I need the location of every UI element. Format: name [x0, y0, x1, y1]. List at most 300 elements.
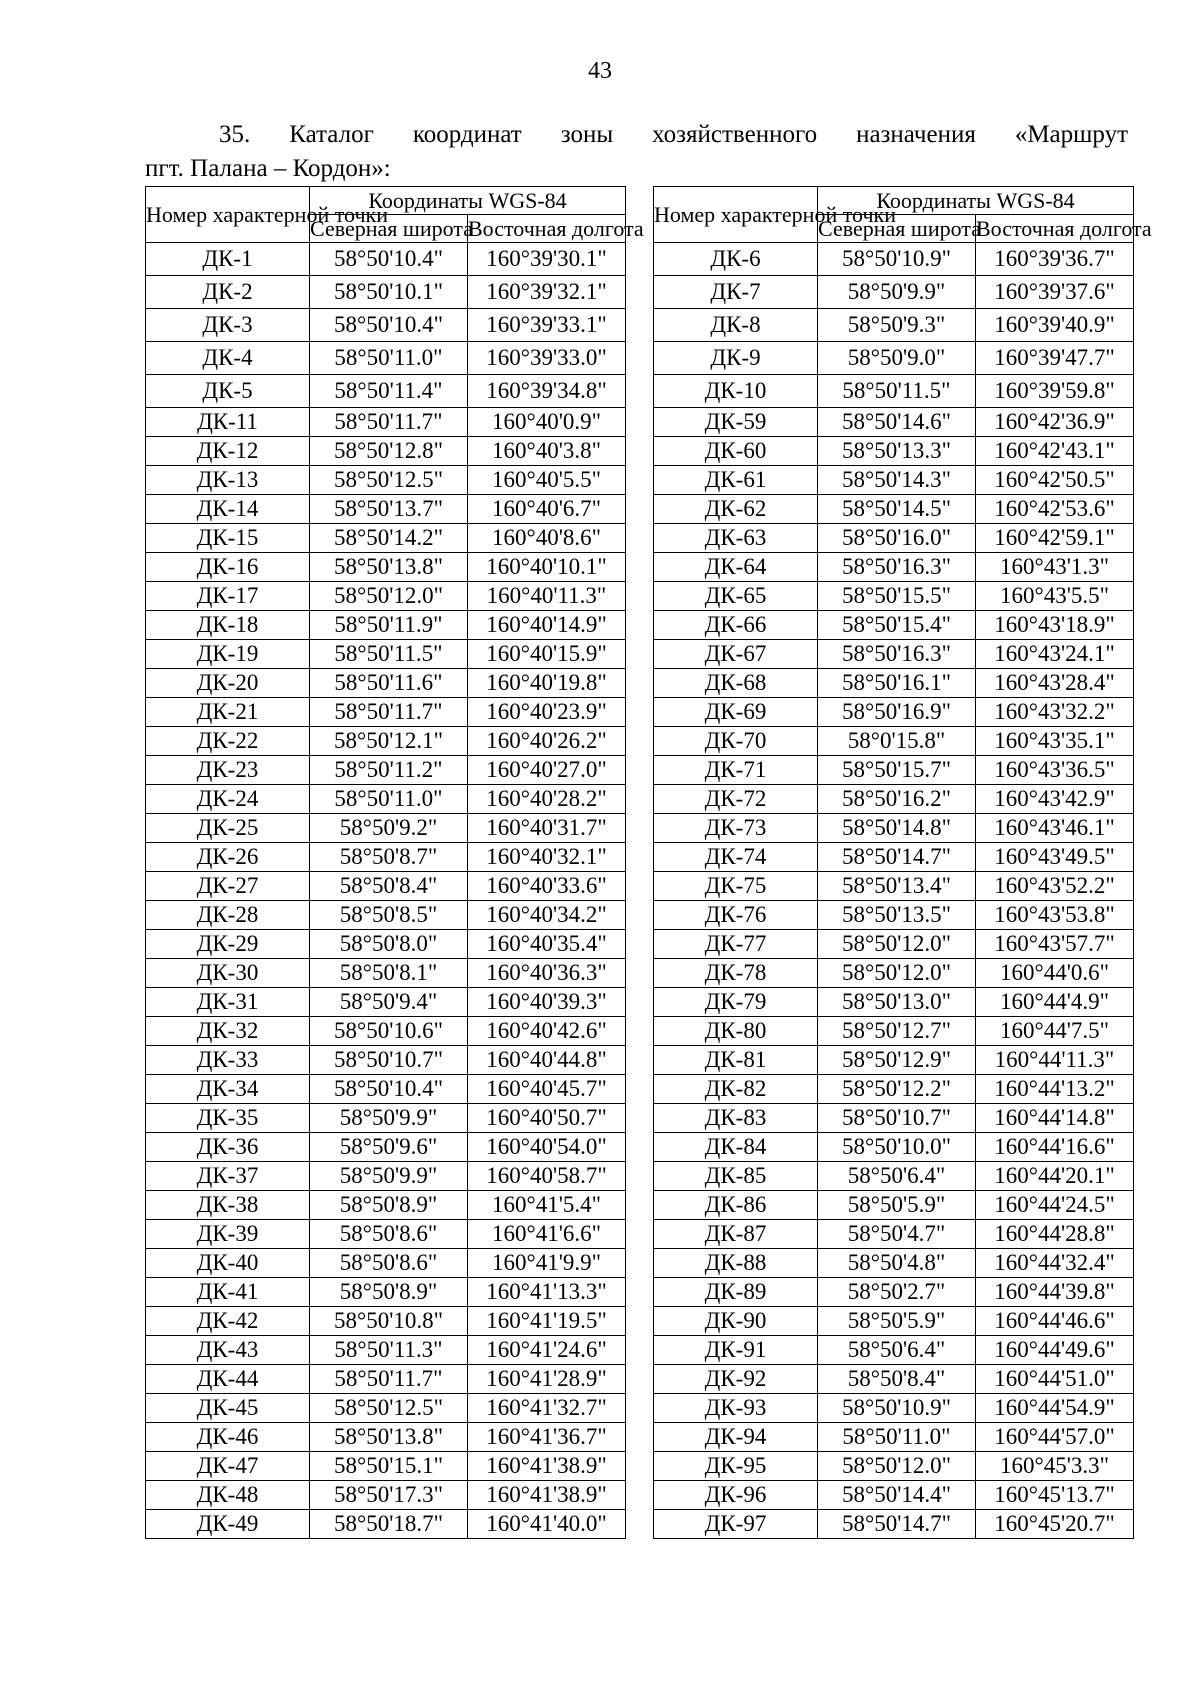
point-number-cell: ДК-42	[146, 1307, 310, 1336]
latitude-cell: 58°50'11.0"	[310, 342, 468, 375]
latitude-cell: 58°50'11.7"	[310, 408, 468, 437]
latitude-cell: 58°50'10.4"	[310, 1075, 468, 1104]
point-number-cell: ДК-72	[654, 785, 818, 814]
latitude-cell: 58°50'5.9"	[818, 1191, 976, 1220]
longitude-cell: 160°40'44.8"	[468, 1046, 626, 1075]
longitude-cell: 160°40'5.5"	[468, 466, 626, 495]
longitude-cell: 160°44'39.8"	[976, 1278, 1134, 1307]
latitude-cell: 58°50'14.3"	[818, 466, 976, 495]
longitude-cell: 160°39'36.7"	[976, 243, 1134, 276]
table-row	[146, 814, 626, 843]
latitude-cell: 58°50'9.3"	[818, 309, 976, 342]
point-number-cell: ДК-16	[146, 553, 310, 582]
latitude-cell: 58°50'15.1"	[310, 1452, 468, 1481]
table-row	[146, 901, 626, 930]
table-row	[654, 466, 1134, 495]
latitude-cell: 58°50'11.9"	[310, 611, 468, 640]
longitude-cell: 160°41'38.9"	[468, 1481, 626, 1510]
latitude-cell: 58°50'8.4"	[310, 872, 468, 901]
point-number-cell: ДК-64	[654, 553, 818, 582]
point-number-cell: ДК-33	[146, 1046, 310, 1075]
table-row	[146, 1046, 626, 1075]
table-row	[146, 1510, 626, 1539]
table-row	[654, 785, 1134, 814]
latitude-cell: 58°50'10.8"	[310, 1307, 468, 1336]
table-row	[146, 785, 626, 814]
latitude-cell: 58°50'11.6"	[310, 669, 468, 698]
latitude-cell: 58°50'4.8"	[818, 1249, 976, 1278]
table-row	[146, 276, 626, 309]
latitude-cell: 58°50'8.4"	[818, 1365, 976, 1394]
latitude-cell: 58°50'16.1"	[818, 669, 976, 698]
latitude-cell: 58°50'2.7"	[818, 1278, 976, 1307]
longitude-cell: 160°44'0.6"	[976, 959, 1134, 988]
longitude-cell: 160°43'28.4"	[976, 669, 1134, 698]
latitude-cell: 58°50'13.7"	[310, 495, 468, 524]
point-number-cell: ДК-36	[146, 1133, 310, 1162]
point-number-cell: ДК-34	[146, 1075, 310, 1104]
longitude-cell: 160°43'42.9"	[976, 785, 1134, 814]
longitude-cell: 160°44'7.5"	[976, 1017, 1134, 1046]
longitude-cell: 160°39'40.9"	[976, 309, 1134, 342]
longitude-cell: 160°40'3.8"	[468, 437, 626, 466]
table-row	[654, 1075, 1134, 1104]
header-point-number: Номер характерной точки	[146, 187, 310, 243]
table-row	[146, 437, 626, 466]
point-number-cell: ДК-37	[146, 1162, 310, 1191]
table-row	[146, 872, 626, 901]
point-number-cell: ДК-4	[146, 342, 310, 375]
longitude-cell: 160°42'59.1"	[976, 524, 1134, 553]
longitude-cell: 160°39'47.7"	[976, 342, 1134, 375]
longitude-cell: 160°40'58.7"	[468, 1162, 626, 1191]
longitude-cell: 160°42'36.9"	[976, 408, 1134, 437]
longitude-cell: 160°44'13.2"	[976, 1075, 1134, 1104]
table-row	[654, 495, 1134, 524]
latitude-cell: 58°50'16.0"	[818, 524, 976, 553]
coordinates-table-left	[145, 186, 644, 1539]
longitude-cell: 160°41'38.9"	[468, 1452, 626, 1481]
header-latitude: Северная широта	[310, 216, 473, 241]
point-number-cell: ДК-86	[654, 1191, 818, 1220]
longitude-cell: 160°41'24.6"	[468, 1336, 626, 1365]
latitude-cell: 58°50'14.5"	[818, 495, 976, 524]
latitude-cell: 58°50'12.2"	[818, 1075, 976, 1104]
point-number-cell: ДК-25	[146, 814, 310, 843]
latitude-cell: 58°50'12.0"	[818, 959, 976, 988]
point-number-cell: ДК-46	[146, 1423, 310, 1452]
latitude-cell: 58°50'9.0"	[818, 342, 976, 375]
table-row	[654, 582, 1134, 611]
point-number-cell: ДК-12	[146, 437, 310, 466]
table-row	[146, 698, 626, 727]
table-row	[654, 1307, 1134, 1336]
longitude-cell: 160°40'42.6"	[468, 1017, 626, 1046]
point-number-cell: ДК-44	[146, 1365, 310, 1394]
point-number-cell: ДК-30	[146, 959, 310, 988]
table-row	[146, 1278, 626, 1307]
longitude-cell: 160°42'43.1"	[976, 437, 1134, 466]
longitude-cell: 160°45'3.3"	[976, 1452, 1134, 1481]
latitude-cell: 58°50'14.7"	[818, 1510, 976, 1539]
table-row	[654, 1278, 1134, 1307]
longitude-cell: 160°41'28.9"	[468, 1365, 626, 1394]
latitude-cell: 58°50'13.3"	[818, 437, 976, 466]
latitude-cell: 58°50'13.8"	[310, 1423, 468, 1452]
point-number-cell: ДК-88	[654, 1249, 818, 1278]
header-longitude: Восточная долгота	[976, 216, 1152, 241]
latitude-cell: 58°50'10.9"	[818, 243, 976, 276]
longitude-cell: 160°40'26.2"	[468, 727, 626, 756]
latitude-cell: 58°50'12.5"	[310, 1394, 468, 1423]
longitude-cell: 160°44'46.6"	[976, 1307, 1134, 1336]
point-number-cell: ДК-90	[654, 1307, 818, 1336]
longitude-cell: 160°39'59.8"	[976, 375, 1134, 408]
point-number-cell: ДК-23	[146, 756, 310, 785]
latitude-cell: 58°50'14.7"	[818, 843, 976, 872]
longitude-cell: 160°40'11.3"	[468, 582, 626, 611]
latitude-cell: 58°50'4.7"	[818, 1220, 976, 1249]
latitude-cell: 58°50'12.0"	[818, 1452, 976, 1481]
point-number-cell: ДК-39	[146, 1220, 310, 1249]
longitude-cell: 160°40'8.6"	[468, 524, 626, 553]
table-row	[654, 872, 1134, 901]
table-row	[146, 243, 626, 276]
longitude-cell: 160°40'34.2"	[468, 901, 626, 930]
longitude-cell: 160°44'57.0"	[976, 1423, 1134, 1452]
latitude-cell: 58°50'10.4"	[310, 309, 468, 342]
point-number-cell: ДК-43	[146, 1336, 310, 1365]
longitude-cell: 160°40'27.0"	[468, 756, 626, 785]
table-row	[146, 1365, 626, 1394]
point-number-cell: ДК-77	[654, 930, 818, 959]
latitude-cell: 58°50'16.2"	[818, 785, 976, 814]
table-row	[654, 1365, 1134, 1394]
table-row	[146, 582, 626, 611]
latitude-cell: 58°50'10.9"	[818, 1394, 976, 1423]
latitude-cell: 58°50'10.7"	[818, 1104, 976, 1133]
table-row	[654, 1046, 1134, 1075]
table-row	[146, 1249, 626, 1278]
point-number-cell: ДК-6	[654, 243, 818, 276]
page-number: 43	[588, 58, 612, 84]
point-number-cell: ДК-78	[654, 959, 818, 988]
point-number-cell: ДК-17	[146, 582, 310, 611]
latitude-cell: 58°50'11.5"	[818, 375, 976, 408]
table-row	[654, 843, 1134, 872]
point-number-cell: ДК-45	[146, 1394, 310, 1423]
table-row	[146, 309, 626, 342]
table-row	[146, 611, 626, 640]
point-number-cell: ДК-7	[654, 276, 818, 309]
longitude-cell: 160°39'33.0"	[468, 342, 626, 375]
longitude-cell: 160°44'11.3"	[976, 1046, 1134, 1075]
latitude-cell: 58°50'14.2"	[310, 524, 468, 553]
point-number-cell: ДК-74	[654, 843, 818, 872]
longitude-cell: 160°41'32.7"	[468, 1394, 626, 1423]
longitude-cell: 160°39'32.1"	[468, 276, 626, 309]
table-row	[654, 375, 1134, 408]
table-row	[146, 640, 626, 669]
longitude-cell: 160°41'40.0"	[468, 1510, 626, 1539]
point-number-cell: ДК-83	[654, 1104, 818, 1133]
longitude-cell: 160°40'32.1"	[468, 843, 626, 872]
latitude-cell: 58°50'15.7"	[818, 756, 976, 785]
latitude-cell: 58°50'12.0"	[310, 582, 468, 611]
table-row	[654, 1394, 1134, 1423]
point-number-cell: ДК-62	[654, 495, 818, 524]
table-row	[654, 1104, 1134, 1133]
latitude-cell: 58°50'11.5"	[310, 640, 468, 669]
longitude-cell: 160°40'19.8"	[468, 669, 626, 698]
point-number-cell: ДК-73	[654, 814, 818, 843]
longitude-cell: 160°43'53.8"	[976, 901, 1134, 930]
table-row	[146, 1336, 626, 1365]
section-caption-continued: пгт. Палана – Кордон»:	[145, 155, 391, 182]
longitude-cell: 160°42'50.5"	[976, 466, 1134, 495]
point-number-cell: ДК-69	[654, 698, 818, 727]
point-number-cell: ДК-68	[654, 669, 818, 698]
longitude-cell: 160°40'50.7"	[468, 1104, 626, 1133]
point-number-cell: ДК-75	[654, 872, 818, 901]
longitude-cell: 160°44'14.8"	[976, 1104, 1134, 1133]
latitude-cell: 58°50'16.3"	[818, 553, 976, 582]
latitude-cell: 58°50'14.8"	[818, 814, 976, 843]
table-row	[146, 756, 626, 785]
point-number-cell: ДК-60	[654, 437, 818, 466]
latitude-cell: 58°50'11.0"	[310, 785, 468, 814]
table-row	[146, 669, 626, 698]
table-row	[654, 1133, 1134, 1162]
longitude-cell: 160°39'33.1"	[468, 309, 626, 342]
point-number-cell: ДК-15	[146, 524, 310, 553]
longitude-cell: 160°43'32.2"	[976, 698, 1134, 727]
longitude-cell: 160°41'36.7"	[468, 1423, 626, 1452]
longitude-cell: 160°40'15.9"	[468, 640, 626, 669]
point-number-cell: ДК-40	[146, 1249, 310, 1278]
latitude-cell: 58°50'6.4"	[818, 1162, 976, 1191]
point-number-cell: ДК-61	[654, 466, 818, 495]
table-row	[146, 1307, 626, 1336]
table-row	[654, 1336, 1134, 1365]
longitude-cell: 160°39'37.6"	[976, 276, 1134, 309]
table-row	[146, 1162, 626, 1191]
latitude-cell: 58°50'10.4"	[310, 243, 468, 276]
table-row	[146, 930, 626, 959]
latitude-cell: 58°50'9.9"	[818, 276, 976, 309]
point-number-cell: ДК-47	[146, 1452, 310, 1481]
point-number-cell: ДК-9	[654, 342, 818, 375]
point-number-cell: ДК-8	[654, 309, 818, 342]
table-row	[146, 988, 626, 1017]
latitude-cell: 58°50'10.1"	[310, 276, 468, 309]
table-row	[146, 959, 626, 988]
latitude-cell: 58°50'8.7"	[310, 843, 468, 872]
table-row	[146, 1104, 626, 1133]
point-number-cell: ДК-95	[654, 1452, 818, 1481]
point-number-cell: ДК-80	[654, 1017, 818, 1046]
table-row	[654, 901, 1134, 930]
point-number-cell: ДК-29	[146, 930, 310, 959]
point-number-cell: ДК-70	[654, 727, 818, 756]
point-number-cell: ДК-76	[654, 901, 818, 930]
table-row	[654, 1249, 1134, 1278]
longitude-cell: 160°41'5.4"	[468, 1191, 626, 1220]
longitude-cell: 160°42'53.6"	[976, 495, 1134, 524]
table-row	[654, 959, 1134, 988]
point-number-cell: ДК-85	[654, 1162, 818, 1191]
point-number-cell: ДК-5	[146, 375, 310, 408]
table-row	[146, 1075, 626, 1104]
point-number-cell: ДК-1	[146, 243, 310, 276]
table-row	[146, 495, 626, 524]
header-coordinates: Координаты WGS-84	[818, 187, 1134, 215]
point-number-cell: ДК-32	[146, 1017, 310, 1046]
longitude-cell: 160°40'36.3"	[468, 959, 626, 988]
table-row	[146, 1133, 626, 1162]
latitude-cell: 58°50'13.4"	[818, 872, 976, 901]
longitude-cell: 160°40'14.9"	[468, 611, 626, 640]
longitude-cell: 160°44'32.4"	[976, 1249, 1134, 1278]
longitude-cell: 160°44'49.6"	[976, 1336, 1134, 1365]
table-row	[654, 698, 1134, 727]
latitude-cell: 58°50'8.9"	[310, 1278, 468, 1307]
latitude-cell: 58°50'16.9"	[818, 698, 976, 727]
table-row	[654, 727, 1134, 756]
latitude-cell: 58°50'9.2"	[310, 814, 468, 843]
table-row	[654, 669, 1134, 698]
longitude-cell: 160°39'30.1"	[468, 243, 626, 276]
table-row	[654, 1423, 1134, 1452]
latitude-cell: 58°50'8.0"	[310, 930, 468, 959]
latitude-cell: 58°0'15.8"	[818, 727, 976, 756]
table-row	[146, 727, 626, 756]
latitude-cell: 58°50'17.3"	[310, 1481, 468, 1510]
table-body-left	[146, 243, 626, 1539]
latitude-cell: 58°50'11.7"	[310, 1365, 468, 1394]
table-row	[146, 1191, 626, 1220]
point-number-cell: ДК-41	[146, 1278, 310, 1307]
header-latitude: Северная широта	[818, 216, 981, 241]
longitude-cell: 160°44'16.6"	[976, 1133, 1134, 1162]
point-number-cell: ДК-10	[654, 375, 818, 408]
point-number-cell: ДК-84	[654, 1133, 818, 1162]
table-row	[146, 1452, 626, 1481]
latitude-cell: 58°50'10.0"	[818, 1133, 976, 1162]
point-number-cell: ДК-94	[654, 1423, 818, 1452]
latitude-cell: 58°50'12.5"	[310, 466, 468, 495]
section-caption: 35. Каталог координат зоны хозяйственного назначения «Маршрут	[219, 121, 1128, 148]
latitude-cell: 58°50'9.4"	[310, 988, 468, 1017]
latitude-cell: 58°50'13.5"	[818, 901, 976, 930]
table-row	[654, 1162, 1134, 1191]
longitude-cell: 160°43'49.5"	[976, 843, 1134, 872]
longitude-cell: 160°40'35.4"	[468, 930, 626, 959]
point-number-cell: ДК-24	[146, 785, 310, 814]
table-row	[146, 1481, 626, 1510]
point-number-cell: ДК-3	[146, 309, 310, 342]
longitude-cell: 160°40'6.7"	[468, 495, 626, 524]
latitude-cell: 58°50'15.4"	[818, 611, 976, 640]
point-number-cell: ДК-59	[654, 408, 818, 437]
longitude-cell: 160°43'18.9"	[976, 611, 1134, 640]
latitude-cell: 58°50'12.8"	[310, 437, 468, 466]
latitude-cell: 58°50'13.0"	[818, 988, 976, 1017]
latitude-cell: 58°50'8.9"	[310, 1191, 468, 1220]
table-row	[654, 814, 1134, 843]
point-number-cell: ДК-13	[146, 466, 310, 495]
latitude-cell: 58°50'8.5"	[310, 901, 468, 930]
longitude-cell: 160°40'0.9"	[468, 408, 626, 437]
latitude-cell: 58°50'14.6"	[818, 408, 976, 437]
header-coordinates: Координаты WGS-84	[310, 187, 626, 215]
latitude-cell: 58°50'8.6"	[310, 1249, 468, 1278]
longitude-cell: 160°41'9.9"	[468, 1249, 626, 1278]
table-row	[654, 640, 1134, 669]
longitude-cell: 160°44'24.5"	[976, 1191, 1134, 1220]
point-number-cell: ДК-48	[146, 1481, 310, 1510]
latitude-cell: 58°50'11.0"	[818, 1423, 976, 1452]
longitude-cell: 160°41'6.6"	[468, 1220, 626, 1249]
latitude-cell: 58°50'12.1"	[310, 727, 468, 756]
table-row	[654, 1452, 1134, 1481]
table-row	[654, 408, 1134, 437]
table-row	[654, 243, 1134, 276]
table-row	[654, 437, 1134, 466]
point-number-cell: ДК-19	[146, 640, 310, 669]
table-row	[654, 1191, 1134, 1220]
longitude-cell: 160°44'20.1"	[976, 1162, 1134, 1191]
latitude-cell: 58°50'8.6"	[310, 1220, 468, 1249]
latitude-cell: 58°50'18.7"	[310, 1510, 468, 1539]
point-number-cell: ДК-22	[146, 727, 310, 756]
longitude-cell: 160°40'33.6"	[468, 872, 626, 901]
table-row	[146, 342, 626, 375]
table-row	[146, 1220, 626, 1249]
latitude-cell: 58°50'12.0"	[818, 930, 976, 959]
latitude-cell: 58°50'9.9"	[310, 1162, 468, 1191]
longitude-cell: 160°43'46.1"	[976, 814, 1134, 843]
table-row	[146, 553, 626, 582]
point-number-cell: ДК-71	[654, 756, 818, 785]
longitude-cell: 160°44'54.9"	[976, 1394, 1134, 1423]
table-row	[654, 524, 1134, 553]
longitude-cell: 160°40'45.7"	[468, 1075, 626, 1104]
latitude-cell: 58°50'13.8"	[310, 553, 468, 582]
point-number-cell: ДК-26	[146, 843, 310, 872]
longitude-cell: 160°44'28.8"	[976, 1220, 1134, 1249]
longitude-cell: 160°43'52.2"	[976, 872, 1134, 901]
point-number-cell: ДК-21	[146, 698, 310, 727]
table-row	[654, 1017, 1134, 1046]
point-number-cell: ДК-92	[654, 1365, 818, 1394]
longitude-cell: 160°39'34.8"	[468, 375, 626, 408]
header-point-number: Номер характерной точки	[654, 187, 818, 243]
point-number-cell: ДК-93	[654, 1394, 818, 1423]
table-row	[146, 1017, 626, 1046]
latitude-cell: 58°50'5.9"	[818, 1307, 976, 1336]
point-number-cell: ДК-49	[146, 1510, 310, 1539]
table-row	[146, 1423, 626, 1452]
longitude-cell: 160°45'20.7"	[976, 1510, 1134, 1539]
longitude-cell: 160°40'39.3"	[468, 988, 626, 1017]
table-row	[654, 756, 1134, 785]
longitude-cell: 160°43'24.1"	[976, 640, 1134, 669]
point-number-cell: ДК-20	[146, 669, 310, 698]
table-row	[146, 1394, 626, 1423]
longitude-cell: 160°40'10.1"	[468, 553, 626, 582]
longitude-cell: 160°43'35.1"	[976, 727, 1134, 756]
